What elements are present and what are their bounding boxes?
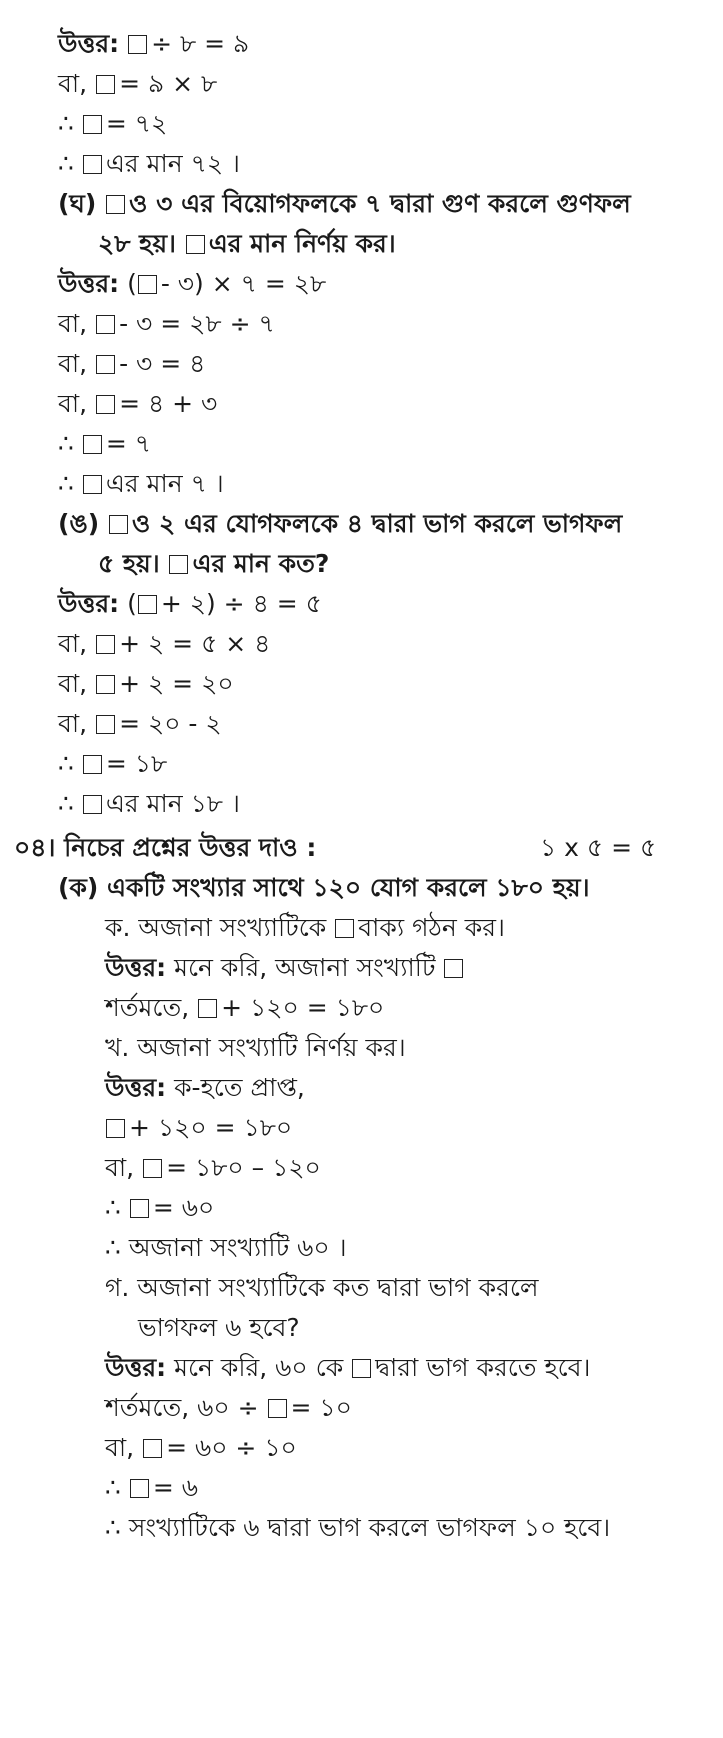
- unknown-box: [198, 999, 217, 1018]
- subquestion-ga-line1: গ. অজানা সংখ্যাটিকে কত দ্বারা ভাগ করলে: [105, 1273, 539, 1302]
- unknown-box: [130, 1199, 149, 1218]
- step-prefix: বা,: [58, 709, 88, 738]
- paren: (: [127, 589, 137, 618]
- equation-line: [58, 746, 167, 782]
- conclusion-text: এর মান ১৮ ।: [105, 789, 240, 818]
- answer-line: [58, 266, 326, 302]
- equation-text: ÷ ৮ = ৯: [151, 29, 250, 58]
- subquestion-kha: খ. অজানা সংখ্যাটি নির্ণয় কর।: [105, 1033, 406, 1062]
- question-marker: (ঘ): [58, 189, 97, 218]
- unknown-box: [128, 35, 147, 54]
- answer-label: উত্তর:: [105, 1353, 167, 1382]
- answer-text: মনে করি, অজানা সংখ্যাটি: [174, 953, 436, 982]
- equation-line: [58, 106, 167, 142]
- unknown-box: [138, 595, 157, 614]
- question-text: ৫ হয়।: [98, 549, 160, 578]
- answer-line: [105, 1350, 591, 1386]
- equation-text: + ১২০ = ১৮০: [129, 1113, 293, 1142]
- step-prefix: বা,: [105, 1433, 135, 1462]
- therefore-symbol: ∴: [58, 109, 74, 138]
- equation-line: [105, 1190, 214, 1226]
- equation-text: = ২০ - ২: [119, 709, 222, 738]
- unknown-box: [83, 115, 102, 134]
- unknown-box: [106, 195, 125, 214]
- equation-text: = ৬: [152, 1473, 199, 1502]
- marks-label: ১ x ৫ = ৫: [540, 833, 657, 862]
- question-marker: (ঙ): [58, 509, 100, 538]
- equation-line: [58, 306, 275, 342]
- equation-line: [105, 1430, 297, 1466]
- conclusion-line: ∴ অজানা সংখ্যাটি ৬০ ।: [105, 1233, 347, 1262]
- condition-line: [105, 1390, 352, 1426]
- unknown-box: [143, 1159, 162, 1178]
- conclusion-line: [58, 146, 240, 182]
- unknown-box: [143, 1439, 162, 1458]
- question-04-heading: ০৪। নিচের প্রশ্নের উত্তর দাও :: [14, 833, 317, 862]
- unknown-box: [186, 235, 205, 254]
- equation-text: + ২ = ২০: [119, 669, 234, 698]
- answer-line: [58, 586, 322, 622]
- condition-prefix: শর্তমতে, ৬০ ÷: [105, 1393, 259, 1422]
- unknown-box: [109, 515, 128, 534]
- unknown-box: [96, 635, 115, 654]
- step-prefix: বা,: [58, 69, 88, 98]
- condition-line: [105, 990, 384, 1026]
- subquestion-ka: [105, 910, 505, 946]
- equation-line: [58, 706, 222, 742]
- equation-text: = ১০: [290, 1393, 352, 1422]
- answer-line: [58, 26, 249, 62]
- equation-text: - ৩) × ৭ = ২৮: [160, 269, 327, 298]
- question-text: এর মান কত?: [192, 549, 330, 578]
- equation-line: [105, 1110, 292, 1146]
- equation-line: [58, 66, 217, 102]
- unknown-box: [96, 315, 115, 334]
- unknown-box: [96, 715, 115, 734]
- answer-label: উত্তর:: [58, 589, 120, 618]
- equation-line: [105, 1150, 321, 1186]
- equation-line: [58, 426, 151, 462]
- unknown-box: [138, 275, 157, 294]
- question-gha-line1: [58, 186, 631, 222]
- conclusion-line: ∴ সংখ্যাটিকে ৬ দ্বারা ভাগ করলে ভাগফল ১০ হবে।: [105, 1513, 611, 1542]
- equation-text: = ৯ × ৮: [119, 69, 218, 98]
- unknown-box: [130, 1479, 149, 1498]
- condition-prefix: শর্তমতে,: [105, 993, 190, 1022]
- therefore-symbol: ∴: [105, 1473, 121, 1502]
- subquestion-ga-line2: ভাগফল ৬ হবে?: [138, 1313, 300, 1342]
- therefore-symbol: ∴: [58, 469, 74, 498]
- conclusion-line: [58, 466, 224, 502]
- equation-line: [58, 626, 270, 662]
- unknown-box: [444, 959, 463, 978]
- step-prefix: বা,: [105, 1153, 135, 1182]
- equation-text: = ৪ + ৩: [119, 389, 218, 418]
- equation-line: [58, 666, 234, 702]
- equation-line: [58, 386, 217, 422]
- unknown-box: [83, 755, 102, 774]
- answer-label: উত্তর:: [58, 269, 120, 298]
- step-prefix: বা,: [58, 669, 88, 698]
- answer-label: উত্তর:: [105, 953, 167, 982]
- therefore-symbol: ∴: [105, 1193, 121, 1222]
- equation-text: = ৬০: [152, 1193, 215, 1222]
- unknown-box: [83, 795, 102, 814]
- equation-text: + ২) ÷ ৪ = ৫: [160, 589, 322, 618]
- equation-text: = ৭: [105, 429, 152, 458]
- unknown-box: [352, 1359, 371, 1378]
- equation-text: - ৩ = ২৮ ÷ ৭: [119, 309, 275, 338]
- unknown-box: [83, 435, 102, 454]
- equation-text: = ৬০ ÷ ১০: [166, 1433, 297, 1462]
- step-prefix: বা,: [58, 309, 88, 338]
- unknown-box: [96, 675, 115, 694]
- subquestion-text: ক. অজানা সংখ্যাটিকে: [105, 913, 327, 942]
- question-ka-text: (ক) একটি সংখ্যার সাথে ১২০ যোগ করলে ১৮০ হয়।: [58, 873, 590, 902]
- equation-line: [105, 1470, 198, 1506]
- equation-text: - ৩ = ৪: [119, 349, 206, 378]
- conclusion-text: এর মান ৭ ।: [105, 469, 224, 498]
- subquestion-text: বাক্য গঠন কর।: [358, 913, 505, 942]
- conclusion-text: এর মান ৭২ ।: [105, 149, 240, 178]
- question-umo-line1: [58, 506, 622, 542]
- step-prefix: বা,: [58, 629, 88, 658]
- answer-label: উত্তর:: [105, 1073, 167, 1102]
- question-text: এর মান নির্ণয় কর।: [208, 229, 396, 258]
- unknown-box: [96, 395, 115, 414]
- answer-text: দ্বারা ভাগ করতে হবে।: [375, 1353, 591, 1382]
- therefore-symbol: ∴: [58, 429, 74, 458]
- therefore-symbol: ∴: [58, 149, 74, 178]
- equation-text: = ১৮: [105, 749, 168, 778]
- answer-label: উত্তর:: [58, 29, 120, 58]
- question-text: ২৮ হয়।: [98, 229, 176, 258]
- equation-line: [58, 346, 205, 382]
- unknown-box: [335, 919, 354, 938]
- unknown-box: [83, 475, 102, 494]
- unknown-box: [96, 355, 115, 374]
- answer-line: [105, 1070, 305, 1106]
- question-gha-line2: [98, 226, 396, 262]
- equation-text: + ২ = ৫ × ৪: [119, 629, 271, 658]
- unknown-box: [96, 75, 115, 94]
- therefore-symbol: ∴: [58, 789, 74, 818]
- paren: (: [127, 269, 137, 298]
- unknown-box: [268, 1399, 287, 1418]
- answer-line: [105, 950, 467, 986]
- therefore-symbol: ∴: [58, 749, 74, 778]
- equation-text: = ৭২: [105, 109, 168, 138]
- question-text: ও ৩ এর বিয়োগফলকে ৭ দ্বারা গুণ করলে গুণফল: [129, 189, 631, 218]
- equation-text: = ১৮০ – ১২০: [166, 1153, 321, 1182]
- equation-text: + ১২০ = ১৮০: [221, 993, 385, 1022]
- conclusion-line: [58, 786, 240, 822]
- step-prefix: বা,: [58, 389, 88, 418]
- answer-text: ক-হতে প্রাপ্ত,: [174, 1073, 305, 1102]
- unknown-box: [169, 555, 188, 574]
- step-prefix: বা,: [58, 349, 88, 378]
- unknown-box: [106, 1119, 125, 1138]
- answer-text: মনে করি, ৬০ কে: [174, 1353, 344, 1382]
- question-umo-line2: [98, 546, 329, 582]
- question-text: ও ২ এর যোগফলকে ৪ দ্বারা ভাগ করলে ভাগফল: [131, 509, 623, 538]
- unknown-box: [83, 155, 102, 174]
